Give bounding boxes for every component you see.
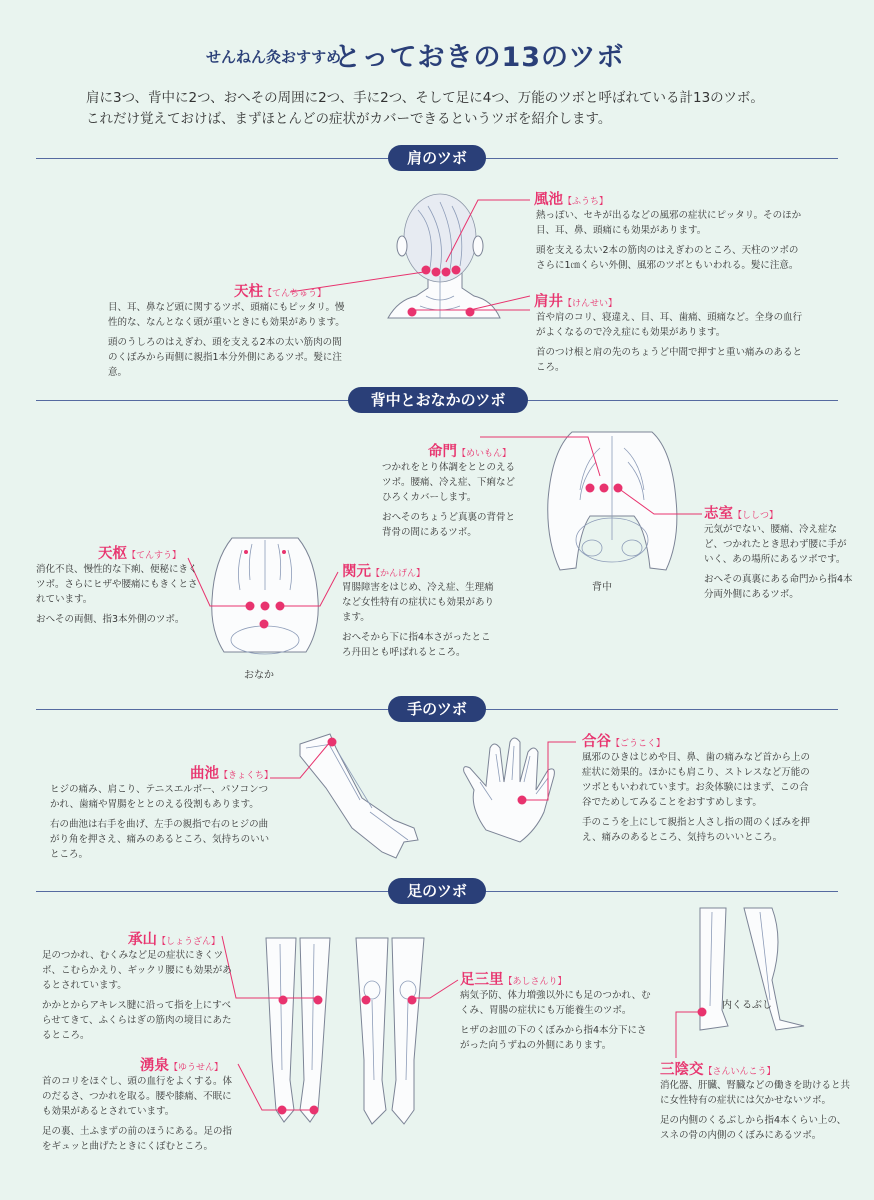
acupoint-name-kensei: 肩井【けんせい】 <box>534 294 618 310</box>
section-title-foot: 足のツボ <box>388 878 486 904</box>
acupoint-name-fuchi: 風池【ふうち】 <box>534 192 609 208</box>
acupoint-desc-meimon: つかれをとり体調をととのえるツボ。腰痛、冷え症、下痢などひろくカバーします。 おへそのちょうど真裏の背骨と背骨の間にあるツボ。 <box>382 462 516 538</box>
acupoint-desc-saninkou: 消化器、肝臓、腎臓などの働きを助けると共に女性特有の症状には欠かせないツボ。 足の内側のくるぶしから指4本くらい上の、スネの骨の内側のくぼみにあるツボ。 <box>660 1080 851 1141</box>
back-caption: 背中 <box>592 582 612 593</box>
acupoint-name-saninkou: 三陰交【さんいんこう】 <box>660 1062 776 1078</box>
back-illustration <box>548 432 677 570</box>
acupoint-desc-shishitsu: 元気がでない、腰痛、冷え症など、つかれたとき思わず腰に手がいく、あの場所にあるツボです。 おへその真裏にある命門から指4本分両外側にあるツボ。 <box>704 524 853 600</box>
section-title-shoulder: 肩のツボ <box>388 145 486 171</box>
acupoint-name-tensu: 天枢【てんすう】 <box>98 546 182 562</box>
acupoint-name-ashisanri: 足三里【あしさんり】 <box>460 972 567 988</box>
belly-caption: おなか <box>244 670 274 681</box>
header-subtitle: せんねん灸おすすめ <box>206 48 342 66</box>
inner-ankle-label: 内くるぶし <box>722 1000 772 1011</box>
acupoint-desc-fuchi: 熱っぽい、セキが出るなどの風邪の症状にピッタリ。そのほか目、耳、鼻、頭痛にも効果があります。 頭を支える太い2本の筋肉のはえぎわのところ、天柱のツボのさらに1㎝くらい外側、風邪のツボともいわれる。髪に注意。 <box>536 210 802 271</box>
section-title-hand: 手のツボ <box>388 696 486 722</box>
legs-side-illustration <box>700 908 804 1030</box>
intro-line-1: 肩に3つ、背中に2つ、おへその周囲に2つ、手に2つ、そして足に4つ、万能のツボと呼ばれている計13のツボ。 <box>86 90 764 106</box>
acupoint-desc-kyokuchi: ヒジの痛み、肩こり、テニスエルボー、パソコンつかれ、歯痛や胃腸をととのえる役割もあります。 右の曲池は右手を曲げ、左手の親指で右のヒジの曲がり角を押さえ、痛みのあるところ、気持ちのいいところ。 <box>50 784 270 860</box>
intro-line-2: これだけ覚えておけば、まずほとんどの症状がカバーできるというツボを紹介します。 <box>86 111 612 127</box>
acupoint-name-yuusen: 湧泉【ゆうせん】 <box>140 1058 224 1074</box>
arm-illustration <box>300 734 418 858</box>
acupoint-desc-ashisanri: 病気予防、体力増強以外にも足のつかれ、むくみ、胃腸の症状にも万能養生のツボ。 ヒザのお皿の下のくぼみから指4本分下にさがった向うずねの外側にあります。 <box>460 990 651 1051</box>
acupoint-name-shouzan: 承山【しょうざん】 <box>128 932 221 948</box>
acupoint-name-meimon: 命門【めいもん】 <box>428 444 512 460</box>
acupoint-desc-yuusen: 首のコリをほぐし、頭の血行をよくする。体のだるさ、つかれを取る。腰や膝痛、不眠にも効果があるとされています。 足の裏、土ふまずの前のほうにある。足の指をギュッと曲げたときにくぼむところ。 <box>42 1076 233 1152</box>
hand-illustration <box>464 738 555 842</box>
acupoint-desc-shouzan: 足のつかれ、むくみなど足の症状にきくツボ、こむらかえり、ギックリ腰にも効果があるとされています。 かかとからアキレス腱に沿って指を上にすべらせてきて、ふくらはぎの筋肉の境目にあたるところ。 <box>42 950 232 1041</box>
legs-front-illustration <box>356 938 424 1124</box>
acupoint-desc-tensu: 消化不良、慢性的な下痢、便秘にきくツボ。さらにヒザや腰痛にもきくとされています。 おへその両側、指3本外側のツボ。 <box>36 564 198 625</box>
acupoint-desc-kangen: 胃腸障害をはじめ、冷え症、生理痛など女性特有の症状にも効果があります。 おへそから下に指4本さがったところ丹田とも呼ばれるところ。 <box>342 582 495 658</box>
page-title: とっておきの13のツボ <box>334 42 625 73</box>
acupoint-desc-goukoku: 風邪のひきはじめや目、鼻、歯の痛みなど首から上の症状に効果的。ほかにも肩こり、ストレスなど万能のツボともいわれています。お灸体験にはまず、この合谷でためしてみることをおすすめします。 手のこうを上にして親指と人さし指の間のくぼみを押え、痛みのあるところ、気持ちのいいところ。 <box>582 752 811 843</box>
head-back-illustration <box>388 194 500 318</box>
acupoint-name-tenchu: 天柱【てんちゅう】 <box>234 284 327 300</box>
acupoint-name-kyokuchi: 曲池【きょくち】 <box>190 766 274 782</box>
acupoint-name-kangen: 関元【かんげん】 <box>342 564 426 580</box>
legs-back-illustration <box>266 938 330 1122</box>
belly-illustration <box>212 538 319 654</box>
acupoint-name-shishitsu: 志室【ししつ】 <box>704 506 779 522</box>
section-title-back: 背中とおなかのツボ <box>348 387 528 413</box>
acupoint-desc-kensei: 首や肩のコリ、寝違え、目、耳、歯痛、頭痛など。全身の血行がよくなるので冷え症にも効果があります。 首のつけ根と肩の先のちょうど中間で押すと重い痛みのあるところ。 <box>536 312 803 373</box>
acupoint-name-goukoku: 合谷【ごうこく】 <box>582 734 666 750</box>
acupoint-desc-tenchu: 目、耳、鼻など頭に関するツボ、頭痛にもピッタリ。慢性的な、なんとなく頭が重いときにも効果があります。 頭のうしろのはえぎわ、頭を支える2本の太い筋肉の間のくぼみから両側に親指1本分外側にあるツボ。髪に注意。 <box>108 302 345 378</box>
